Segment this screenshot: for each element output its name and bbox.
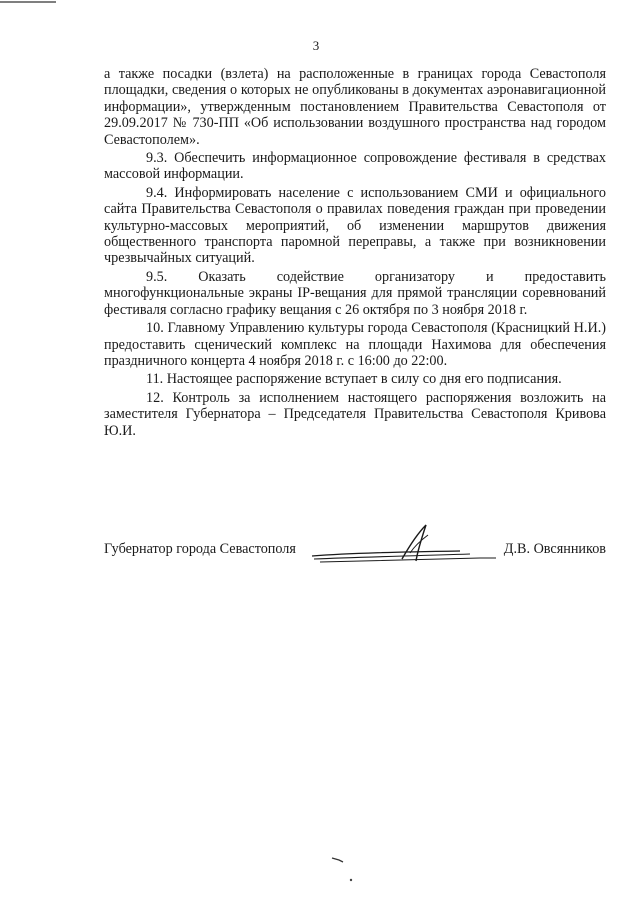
scan-speck bbox=[331, 855, 345, 863]
handwritten-signature bbox=[310, 523, 500, 567]
paragraph-12: 12. Контроль за исполнением настоящего распоряжения возложить на заместителя Губернатора – Председателя Правительства Севастополя Кривова Ю.И. bbox=[104, 389, 606, 439]
paragraph-9-5: 9.5. Оказать содействие организатору и предоставить многофункциональные экраны IP-вещания для прямой трансляции соревнований фестиваля согласно графику вещания с 26 октября по 3 ноября 2018 г. bbox=[104, 268, 606, 318]
page-number: 3 bbox=[312, 38, 320, 53]
paragraph-9-4: 9.4. Информировать население с использованием СМИ и официального сайта Правительства Севастополя о правилах поведения граждан при проведении культурно-массовых мероприятий, об изменении маршрутов движения общественного транспорта паромной переправы, а также при возникновении чрезвычайных ситуаций. bbox=[104, 184, 606, 267]
signature-block bbox=[104, 537, 606, 567]
paragraph-11: 11. Настоящее распоряжение вступает в силу со дня его подписания. bbox=[146, 371, 562, 388]
signatory-name: Д.В. Овсянников bbox=[503, 541, 606, 557]
scan-edge-mark bbox=[0, 0, 60, 6]
signatory-title: Губернатор города Севастополя bbox=[104, 541, 296, 557]
scan-speck bbox=[348, 877, 354, 883]
paragraph-9-3: 9.3. Обеспечить информационное сопровождение фестиваля в средствах массовой информации. bbox=[104, 150, 606, 183]
paragraph-continuation: а также посадки (взлета) на расположенные в границах города Севастополя площадки, сведения о которых не опубликованы в документах аэронавигационной информации», утвержденным постановлением Правительства Севастополя от 29.09.2017 № 730-ПП «Об использовании воздушного пространства над городом Севастополем». bbox=[104, 66, 606, 148]
document-body bbox=[104, 66, 606, 441]
paragraph-10: 10. Главному Управлению культуры города Севастополя (Красницкий Н.И.) предоставить сценический комплекс на площади Нахимова для обеспечения праздничного концерта 4 ноября 2018 г. с 16:00 до 22:00. bbox=[104, 320, 606, 369]
